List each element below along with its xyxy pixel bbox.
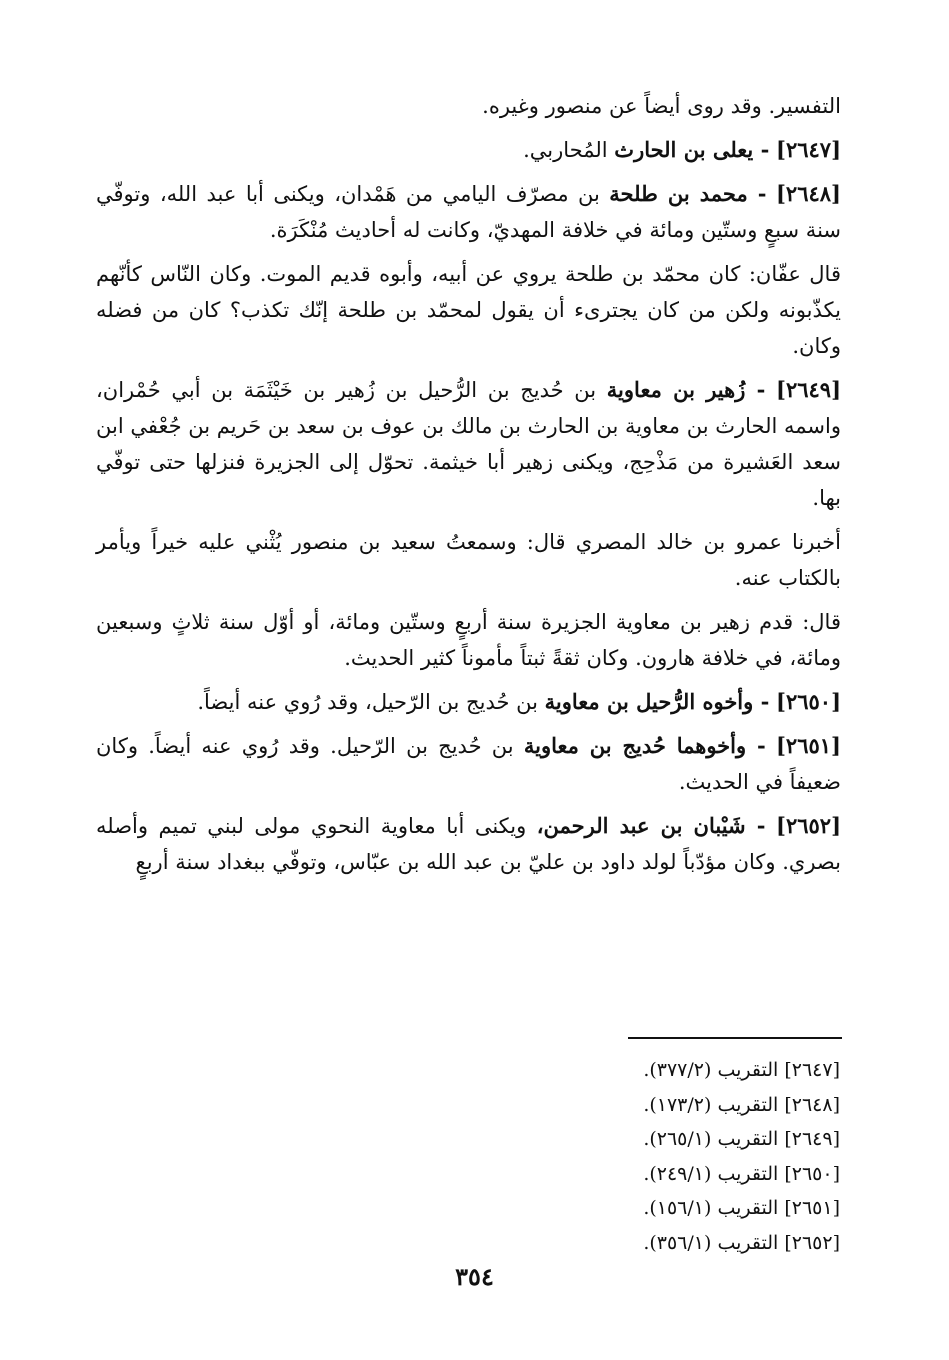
entry-text: بن حُديج بن الرُّحيل بن زُهير بن خَيْثَمَة بن أبي حُمْران، واسمه الحارث بن معاوية بن الحارث بن مالك بن عوف بن سعد بن حَريم بن جُعْفي ابن سعد العَشيرة من مَذْحِج، ويكنى زهير أبا خيثمة. تحوّل إلى الجزيرة فنزلها حتى توفّي بها. [96,378,841,510]
entry-2652 [96,808,841,880]
entry-number: [٢٦٥٢] [776,813,841,838]
footnote-separator [628,1037,842,1039]
footnotes [500,1053,840,1260]
entry-text: بن حُديج بن الرّحيل، وقد رُوي عنه أيضاً. [197,690,538,714]
entry-2650 [96,684,841,720]
entry-number: [٢٦٤٩] [776,377,841,402]
entry-name: - محمد بن طلحة [609,181,767,206]
entry-2649 [96,372,841,516]
entry-number: [٢٦٤٧] [776,137,841,162]
entry-number: [٢٦٥١] [775,733,841,758]
main-text [96,88,841,888]
paragraph-affan [96,256,841,364]
paragraph-amr [96,524,841,596]
entry-2647 [96,132,841,168]
entry-name: - وأخوهما حُديج بن معاوية [523,733,766,758]
paragraph-text: قال: قدم زهير بن معاوية الجزيرة سنة أربعٍ وستّين ومائة، أو أوّل سنة ثلاثٍ وسبعين ومائة، في خلافة هارون. وكان ثقةً ثبتاً مأموناً كثير الحديث. [96,610,841,670]
paragraph-text: التفسير. وقد روى أيضاً عن منصور وغيره. [482,94,841,118]
entry-name: - زُهير بن معاوية [606,377,766,402]
entry-name: - شَيْبان بن عبد الرحمن، [536,813,766,838]
entry-text: المُحاربي. [523,138,608,162]
entry-2651 [96,728,841,800]
footnote-2651: [٢٦٥١] التقريب (١٥٦/١). [643,1197,840,1219]
entry-text: ويكنى أبا معاوية النحوي مولى لبني تميم وأصله بصري. وكان مؤدّباً لولد داود بن عليّ بن عبد الله بن عبّاس، وتوفّي ببغداد سنة أربعٍ [96,814,841,874]
entry-2648 [96,176,841,248]
entry-text: بن مصرّف اليامي من هَمْدان، ويكنى أبا عبد الله، وتوفّي سنة سبعٍ وستّين ومائة في خلافة المهديّ، وكانت له أحاديث مُنْكَرَة. [96,182,841,242]
footnote-2649: [٢٦٤٩] التقريب (٢٦٥/١). [643,1128,840,1150]
entry-number: [٢٦٥٠] [776,689,841,714]
entry-name: - وأخوه الرُّحيل بن معاوية [544,689,770,714]
footnote-2650: [٢٦٥٠] التقريب (٢٤٩/١). [643,1162,840,1185]
footnote-2648: [٢٦٤٨] التقريب (١٧٣/٢). [643,1093,840,1116]
entry-number: [٢٦٤٨] [775,181,841,206]
paragraph-tafsir [96,88,841,124]
entry-text: بن حُديج بن الرّحيل. وقد رُوي عنه أيضاً. وكان ضعيفاً في الحديث. [96,734,841,794]
page-number: ٣٥٤ [455,1262,494,1291]
paragraph-text: قال عفّان: كان محمّد بن طلحة يروي عن أبيه، وأبوه قديم الموت. وكان النّاس كأنّهم يكذّبونه ولكن من كان يجترىء أن يقول لمحمّد بن طلحة إنّك تكذب؟ كان من فضله وكان. [96,262,841,358]
footnote-2647: [٢٦٤٧] التقريب (٣٧٧/٢). [643,1059,840,1081]
footnote-2652: [٢٦٥٢] التقريب (٣٥٦/١). [643,1231,840,1254]
paragraph-text: أخبرنا عمرو بن خالد المصري قال: وسمعتُ سعيد بن منصور يُثْني عليه خيراً ويأمر بالكتاب عنه. [96,530,841,590]
paragraph-qadim [96,604,841,676]
entry-name: - يعلى بن الحارث [614,137,770,162]
